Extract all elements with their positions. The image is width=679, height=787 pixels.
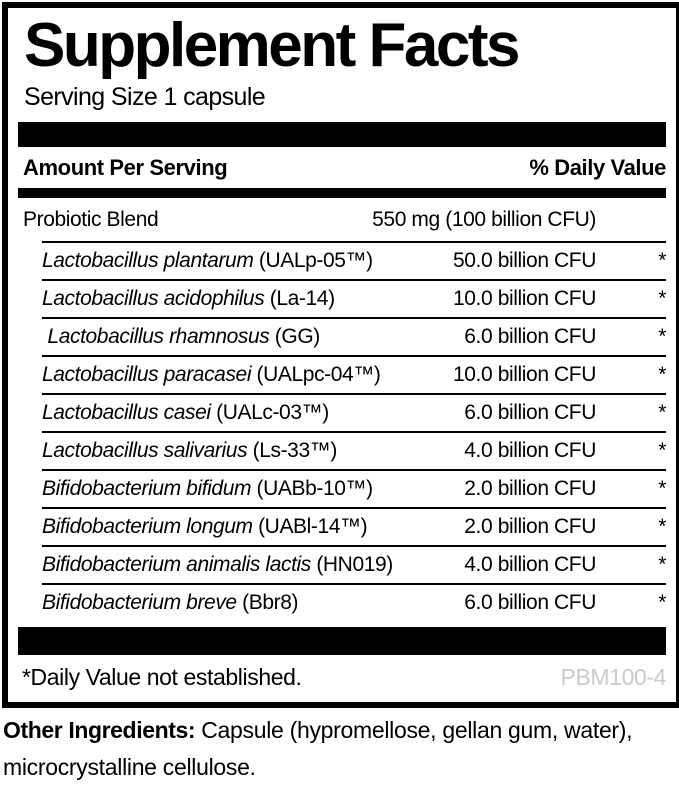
row-daily-value: * [658, 287, 666, 311]
footnote-row [18, 655, 666, 699]
ingredient-row [42, 241, 666, 279]
species-name: Bifidobacterium animalis lactis [42, 553, 311, 577]
species-name: Bifidobacterium bifidum [42, 477, 252, 501]
row-amount: 6.0 billion CFU [464, 591, 596, 615]
species-name: Lactobacillus casei [42, 401, 211, 425]
species-name: Bifidobacterium breve [42, 591, 237, 615]
ingredient-row [42, 393, 666, 431]
strain-name: (GG) [274, 325, 320, 349]
probiotic-blend-row [18, 198, 666, 241]
strain-name: (HN019) [316, 553, 393, 577]
row-daily-value: * [658, 401, 666, 425]
serving-size: Serving Size 1 capsule [24, 83, 266, 112]
row-amount: 50.0 billion CFU [453, 249, 596, 273]
ingredient-row [42, 469, 666, 507]
row-amount: 10.0 billion CFU [453, 363, 596, 387]
panel-title: Supplement Facts [24, 11, 518, 80]
blend-amount: 550 mg (100 billion CFU) [372, 207, 596, 231]
blend-name: Probiotic Blend [23, 207, 159, 231]
ingredient-row [42, 431, 666, 469]
strain-name: (Bbr8) [242, 591, 299, 615]
species-name: Lactobacillus rhamnosus [42, 325, 270, 349]
other-ingredients-label: Other Ingredients: [3, 717, 196, 743]
species-name: Lactobacillus salivarius [42, 439, 248, 463]
ingredient-row [42, 583, 666, 621]
row-amount: 6.0 billion CFU [464, 401, 596, 425]
row-daily-value: * [658, 553, 666, 577]
thick-separator-top [18, 122, 666, 147]
row-daily-value: * [658, 515, 666, 539]
other-ingredients [3, 712, 663, 786]
row-daily-value: * [658, 325, 666, 349]
species-name: Bifidobacterium longum [42, 515, 253, 539]
row-daily-value: * [658, 477, 666, 501]
row-amount: 2.0 billion CFU [464, 515, 596, 539]
species-name: Lactobacillus paracasei [42, 363, 252, 387]
medium-separator [18, 188, 666, 198]
ingredient-row [42, 507, 666, 545]
ingredient-row [42, 317, 666, 355]
row-amount: 10.0 billion CFU [453, 287, 596, 311]
ingredient-row [42, 545, 666, 583]
row-daily-value: * [658, 249, 666, 273]
ingredient-row [42, 279, 666, 317]
row-daily-value: * [658, 439, 666, 463]
species-name: Lactobacillus acidophilus [42, 287, 265, 311]
row-daily-value: * [658, 363, 666, 387]
strain-name: (UABl-14™) [258, 515, 368, 539]
row-amount: 4.0 billion CFU [464, 439, 596, 463]
strain-name: (La-14) [269, 287, 335, 311]
ingredient-row [42, 355, 666, 393]
row-amount: 2.0 billion CFU [464, 477, 596, 501]
other-ingredients-line2: microcrystalline cellulose. [3, 753, 256, 780]
strain-name: (UALpc-04™) [256, 363, 381, 387]
row-daily-value: * [658, 591, 666, 615]
strain-name: (UABb-10™) [256, 477, 373, 501]
daily-value-header: % Daily Value [529, 154, 666, 180]
thick-separator-bottom [18, 627, 666, 655]
row-amount: 6.0 billion CFU [464, 325, 596, 349]
daily-value-footnote: *Daily Value not established. [22, 663, 302, 690]
other-ingredients-line1: Capsule (hypromellose, gellan gum, water), [201, 717, 633, 743]
amount-per-serving-header: Amount Per Serving [23, 154, 228, 180]
column-header-row [18, 147, 666, 188]
product-code: PBM100-4 [560, 663, 666, 690]
strain-name: (Ls-33™) [252, 439, 337, 463]
supplement-facts-panel [2, 2, 679, 708]
strain-name: (UALc-03™) [216, 401, 329, 425]
species-name: Lactobacillus plantarum [42, 249, 254, 273]
strain-name: (UALp-05™) [258, 249, 373, 273]
row-amount: 4.0 billion CFU [464, 553, 596, 577]
